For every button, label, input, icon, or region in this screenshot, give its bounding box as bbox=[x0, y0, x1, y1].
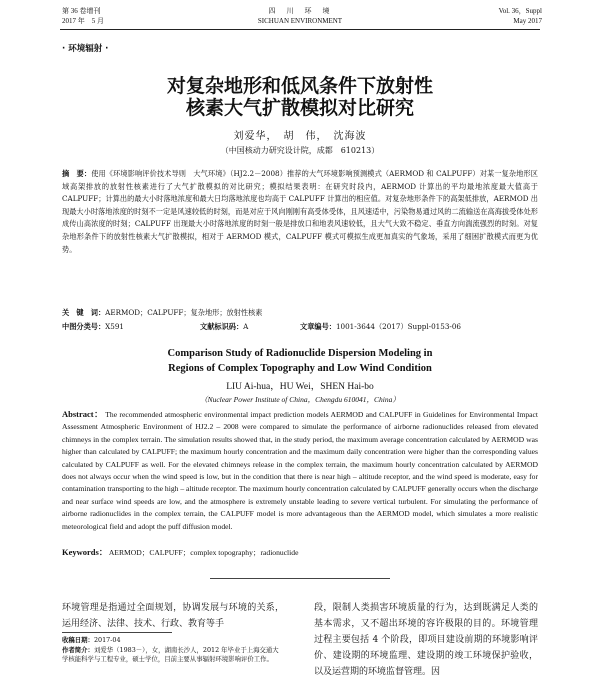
footnote-divider bbox=[62, 632, 172, 633]
author-bio-text: 刘爱华（1983－），女，湖南长沙人，2012 年毕业于上海交通大学核能科学与工程专业，硕士学位，目前主要从事辐射环境影响评价工作。 bbox=[62, 646, 279, 663]
issue-date-line: 2017 年 5 月 bbox=[62, 17, 104, 25]
article-number-label: 文章编号： bbox=[300, 322, 336, 331]
date-line-en: May 2017 bbox=[513, 17, 542, 25]
title-en-line-2: Regions of Complex Topography and Low Wind Condition bbox=[168, 363, 432, 374]
journal-name-en: SICHUAN ENVIRONMENT bbox=[257, 17, 343, 25]
clc-number bbox=[62, 322, 124, 332]
authors-cn: 刘爱华， 胡 伟， 沈海波 bbox=[233, 131, 367, 142]
received-label: 收稿日期： bbox=[62, 636, 94, 644]
title-cn-line-2: 核素大气扩散模拟对比研究 bbox=[185, 97, 414, 119]
affiliation-en: （Nuclear Power Institute of China，Chengdu 610041，China） bbox=[200, 395, 400, 404]
abstract-en-label: Abstract： bbox=[62, 409, 104, 419]
footnote-author-bio bbox=[62, 646, 284, 664]
article-number bbox=[300, 322, 461, 332]
keywords-en bbox=[62, 546, 298, 558]
abstract-divider bbox=[210, 578, 390, 579]
header-divider bbox=[60, 29, 540, 30]
body-text-right: 段，限制人类损害环境质量的行为，达到既满足人类的基本需求，又不超出环境的容许极限的目的。环境管理过程主要包括 4 个阶段，即项目建设前期的环境影响评价、建设期的环境监理、建设期的竣工环境保护验收，以及运营期的环境监督管理。因 bbox=[314, 603, 538, 677]
received-date: 2017-04 bbox=[93, 636, 121, 644]
clc-value: X591 bbox=[105, 322, 124, 331]
abstract-cn-text: 使用《环境影响评价技术导则 大气环境》（HJ2.2－2008）推荐的大气环境影响预测模式（AERMOD 和 CALPUFF）对某一复杂地形区域高架排放的放射性核素进行了大气扩散模拟的对比研究；模拟结果表明：在研究时段内，AERMOD 计算出的平均最地浓度最大值高于 CALPUFF；计算出的最大小时落地浓度和最大日均落地浓度也均高于 CALPUFF 计算出的相应值。对复杂地形条件下的高架低排放，AERMOD 出现最大小时落地浓度的时刻不一定是风速较低的时刻，而是对应于风向刚刚有高受体受体，且风速适中，污染物易通过风的二流输送在高海拔受体处形成传山高浓度的时刻；CALPUFF 出现最大小时落地浓度的时刻一般是排放口和地表风速较低，且大气大致不稳定、垂直方向湍流强烈的时刻。对复杂地形条件下的放射性核素大气扩散模拟，相对于 AERMOD 模式，CALPUFF 模式可模拟生成更加真实的气象场，采用了细困扩散模式而更为优势。 bbox=[62, 169, 538, 254]
abstract-cn-label: 摘 要： bbox=[62, 169, 92, 178]
title-cn-line-1: 对复杂地形和低风条件下放射性 bbox=[166, 75, 433, 97]
abstract-en bbox=[62, 408, 538, 533]
abstract-en-text: The recommended atmospheric environmental impact prediction models AERMOD and CALPUFF in Guidelines for Environmental Impact Assessment Atmospheric Environment of HJ2.2 – 2008 were compared to simulate the performance of airborne radionuclides released from elevated chimneys in the complex terrain. The simulation results showed that, in the study period, the maximum average concentration calculated by AERMOD was higher than calculated by CALPUFF; the maximum hourly concentration and the maximum daily concentration were higher than the corresponding values calculated by CALPUFF as well. For the elevated chimneys release in the complex terrain, the maximum hourly concentration calculated by AERMOD does not always occur when the wind speed is low, but in the condition that there is near high – altitude receptor, and the wind speed is moderate, easy for contamination transporting to the high – altitude receptor. The maximum hourly concentration calculated by CALPUFF generally occurs when the discharge and near surface wind speeds are low, and the atmosphere is extremely unstable leading to severe vertical turbulent. For simulating the performance of airborne radionuclides in the complex terrain, the CALPUFF model is more advantageous than the AERMOD model, which simulates a more realistic meteorological field and adopt the puff diffusion model. bbox=[62, 410, 539, 531]
clc-label: 中图分类号： bbox=[62, 322, 106, 331]
volume-line: 第 36 卷增刊 bbox=[62, 7, 101, 15]
authors-en: LIU Ai-hua，HU Wei，SHEN Hai-bo bbox=[226, 382, 374, 392]
footnote-received bbox=[62, 636, 284, 645]
journal-name-cn: 四 川 环 境 bbox=[268, 7, 332, 15]
keywords-en-text: AERMOD；CALPUFF；complex topography；radionuclide bbox=[108, 548, 299, 557]
abstract-cn bbox=[62, 168, 538, 256]
article-number-value: 1001-3644（2017）Suppl-0153-06 bbox=[335, 322, 461, 331]
body-text-left: 环境管理是指通过全面规划，协调发展与环境的关系，运用经济、法律、技术、行政、教育等手 bbox=[62, 603, 284, 629]
keywords-cn-label: 关 键 词： bbox=[62, 308, 106, 317]
keywords-cn bbox=[62, 308, 262, 318]
title-en-line-1: Comparison Study of Radionuclide Dispersion Modeling in bbox=[167, 348, 433, 359]
section-tag: · 环境辐射 · bbox=[62, 44, 109, 54]
doc-code-value: A bbox=[243, 322, 249, 331]
author-bio-label: 作者简介： bbox=[62, 646, 94, 654]
affiliation-cn: （中国核动力研究设计院，成都 610213） bbox=[220, 146, 380, 155]
keywords-cn-text: AERMOD；CALPUFF；复杂地形；放射性核素 bbox=[105, 308, 263, 317]
doc-code-label: 文献标识码： bbox=[200, 322, 244, 331]
volume-line-en: Vol. 36，Suppl bbox=[498, 7, 542, 15]
keywords-en-label: Keywords： bbox=[62, 547, 108, 557]
document-code bbox=[200, 322, 248, 332]
journal-volume-info-en bbox=[499, 6, 542, 26]
